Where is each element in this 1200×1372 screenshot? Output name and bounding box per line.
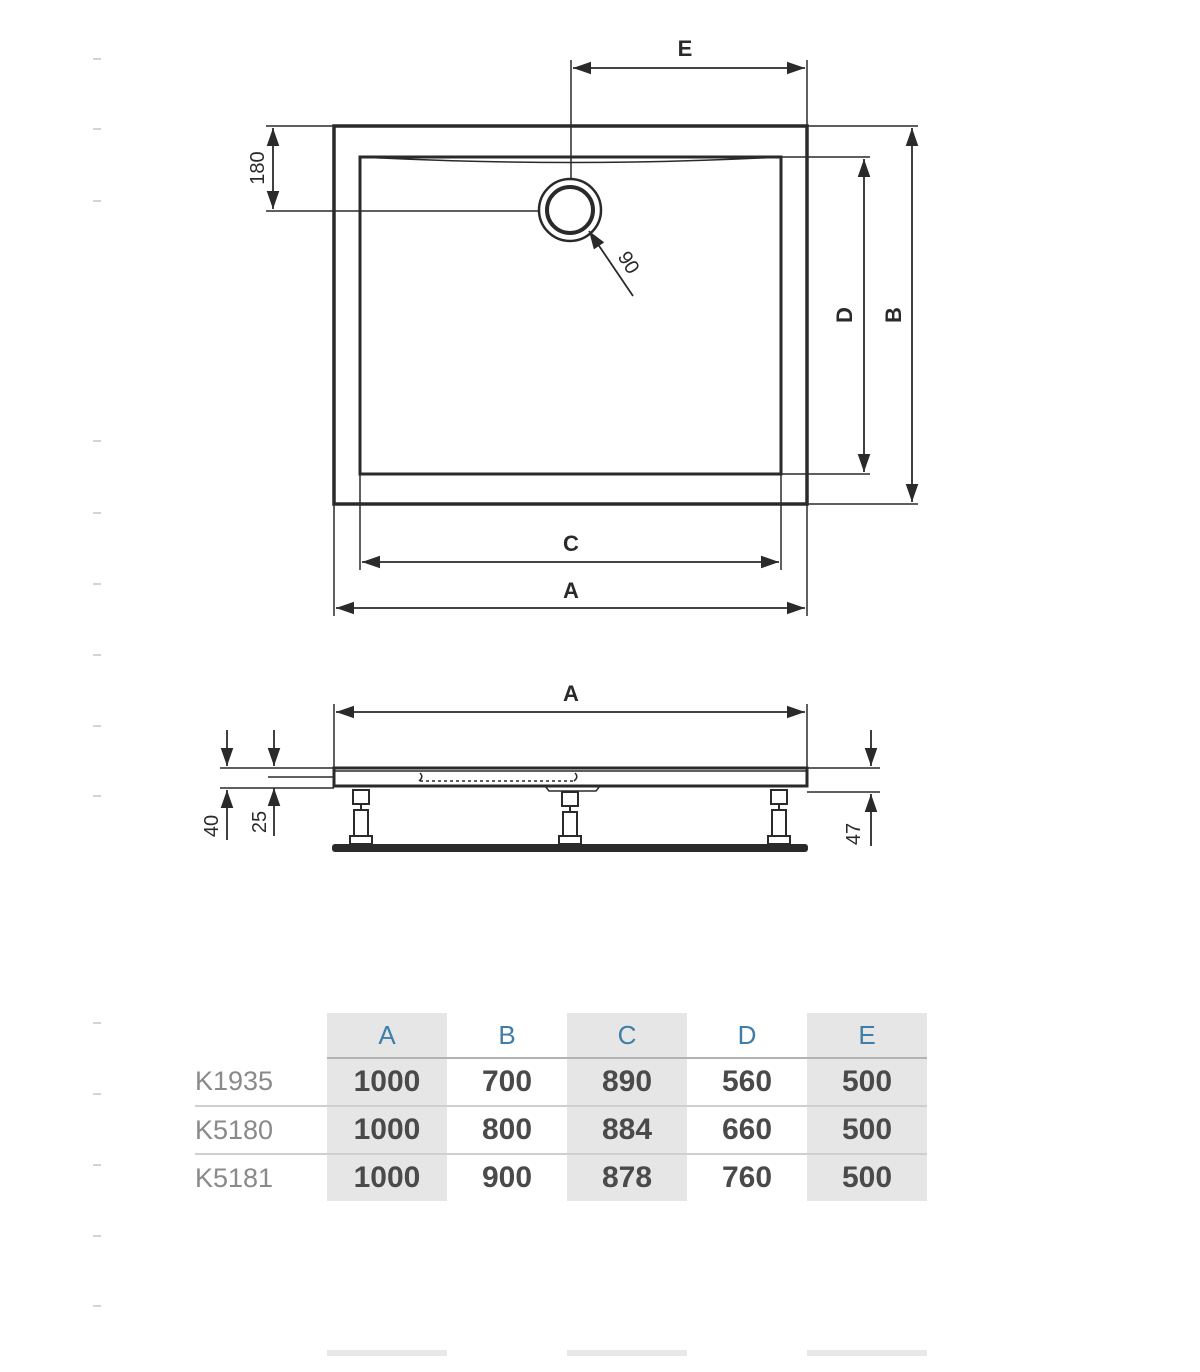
dimensions-table bbox=[195, 1013, 927, 1201]
margin-tick bbox=[93, 583, 101, 585]
table-cell: 500 bbox=[807, 1106, 927, 1154]
model-code: K5180 bbox=[195, 1106, 327, 1154]
support-foot-left bbox=[350, 790, 372, 844]
margin-tick bbox=[93, 200, 101, 202]
dim-label-180: 180 bbox=[247, 151, 269, 185]
support-foot-right bbox=[768, 790, 790, 844]
margin-tick bbox=[93, 1235, 101, 1237]
table-cell: 1000 bbox=[327, 1106, 447, 1154]
tray-outline bbox=[334, 126, 807, 504]
support-foot-center bbox=[559, 792, 581, 844]
column-header-B: B bbox=[447, 1013, 567, 1058]
margin-tick bbox=[93, 725, 101, 727]
model-code: K5181 bbox=[195, 1162, 274, 1193]
column-strip bbox=[807, 1350, 927, 1356]
margin-tick bbox=[93, 440, 101, 442]
table-cell: 500 bbox=[807, 1058, 927, 1106]
margin-tick bbox=[93, 795, 101, 797]
column-header-E: E bbox=[807, 1013, 927, 1058]
margin-tick bbox=[93, 128, 101, 130]
table-corner bbox=[195, 1013, 327, 1058]
dim-label-E: E bbox=[677, 36, 693, 61]
dim-label-B: B bbox=[881, 307, 906, 323]
side-view bbox=[220, 704, 880, 852]
dim-label-A-top: A bbox=[563, 578, 579, 603]
table-cell: 884 bbox=[567, 1106, 687, 1154]
dim-label-47: 47 bbox=[843, 822, 865, 846]
table-header-row bbox=[195, 1013, 927, 1058]
top-view bbox=[266, 60, 918, 616]
margin-tick bbox=[93, 654, 101, 656]
tray-basin bbox=[360, 157, 781, 474]
table-cell: 660 bbox=[687, 1106, 807, 1154]
dim-label-D: D bbox=[832, 307, 857, 323]
drain-inner-ring bbox=[547, 187, 593, 233]
margin-tick bbox=[93, 58, 101, 60]
table-cell: 878 bbox=[567, 1154, 687, 1201]
column-strip bbox=[327, 1350, 447, 1356]
table-cell: 1000 bbox=[327, 1058, 447, 1106]
table-row bbox=[195, 1058, 927, 1106]
column-header-C: C bbox=[567, 1013, 687, 1058]
column-strip bbox=[567, 1350, 687, 1356]
margin-tick bbox=[93, 1093, 101, 1095]
dim-label-A-side: A bbox=[563, 681, 579, 706]
model-code: K1935 bbox=[195, 1058, 327, 1106]
table-cell: 890 bbox=[567, 1058, 687, 1106]
table-row bbox=[195, 1106, 927, 1154]
table-cell: 700 bbox=[447, 1058, 567, 1106]
dim-label-25: 25 bbox=[249, 810, 271, 834]
table-cell: 760 bbox=[721, 1161, 773, 1194]
margin-tick bbox=[93, 512, 101, 514]
margin-tick bbox=[93, 1022, 101, 1024]
dim-label-40: 40 bbox=[201, 814, 223, 838]
margin-tick bbox=[93, 1164, 101, 1166]
table-cell: 1000 bbox=[327, 1154, 447, 1201]
table-cell: 560 bbox=[687, 1058, 807, 1106]
column-header-D: D bbox=[687, 1013, 807, 1058]
floor-base bbox=[332, 844, 808, 852]
margin-tick bbox=[93, 1305, 101, 1307]
table-cell: 800 bbox=[447, 1106, 567, 1154]
table-cell: 500 bbox=[807, 1154, 927, 1201]
dim-label-90: 90 bbox=[612, 247, 644, 279]
table-row bbox=[195, 1154, 927, 1201]
table-cell: 900 bbox=[481, 1161, 533, 1194]
column-header-A: A bbox=[327, 1013, 447, 1058]
dim-label-C: C bbox=[563, 531, 579, 556]
